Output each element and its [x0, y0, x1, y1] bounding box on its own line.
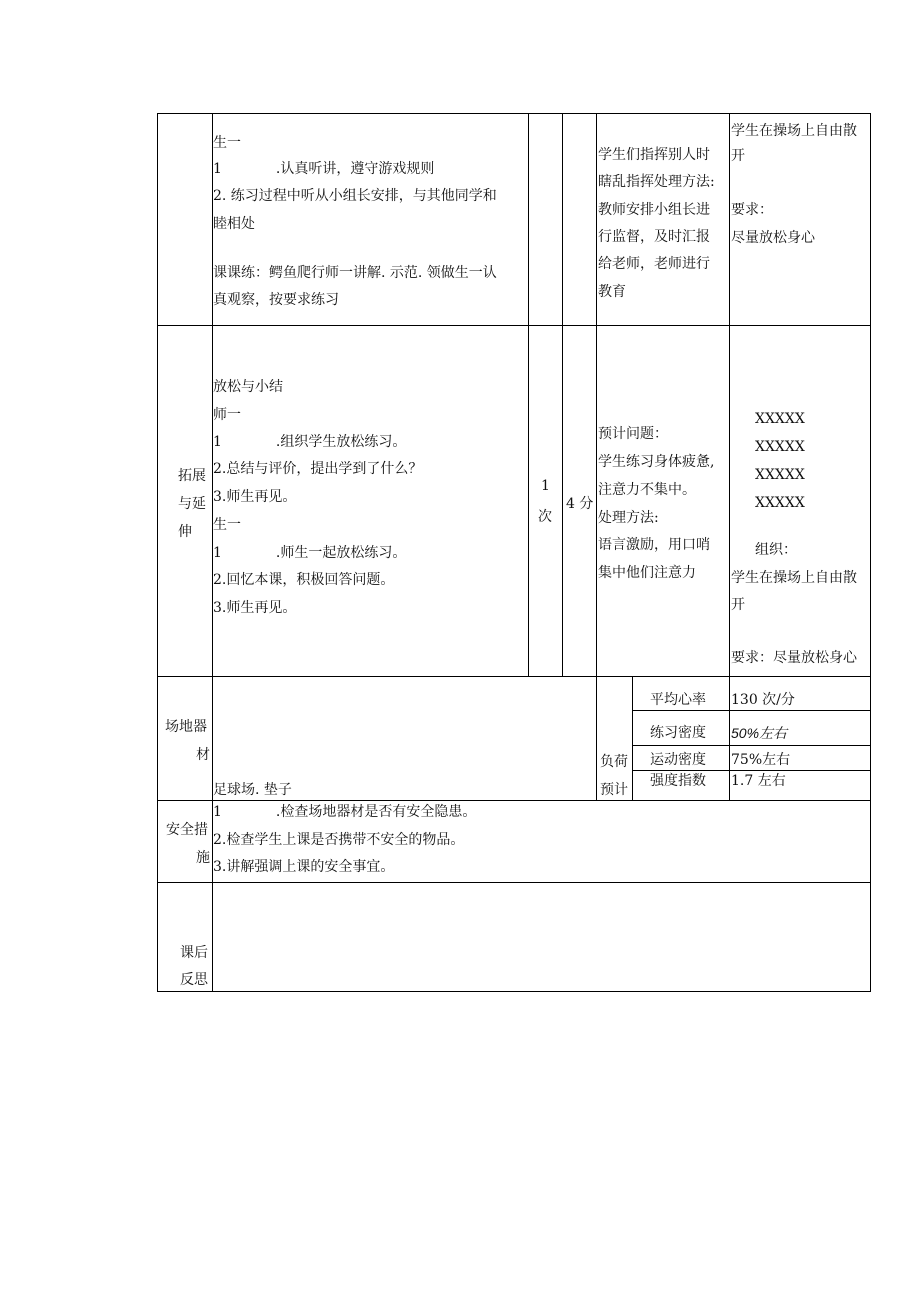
problem-line: 瞎乱指挥处理方法:: [598, 174, 715, 190]
metric-label: 运动密度: [650, 752, 706, 768]
load-label: 负荷: [600, 754, 628, 770]
section-label: 施: [196, 850, 210, 866]
item-text: .组织学生放松练习。: [275, 434, 407, 450]
organization-line: 要求：: [731, 202, 773, 218]
item-number: 1: [213, 545, 222, 561]
table-border-bottom: [157, 991, 871, 992]
organization-line: 学生在操场上自由散: [731, 123, 857, 139]
load-label: 预计: [600, 782, 628, 798]
problem-line: 学生们指挥别人时: [598, 147, 710, 163]
teacher-item: 2.总结与评价，提出学到了什么？: [213, 461, 423, 477]
practice-line: 真观察，按要求练习: [213, 292, 339, 308]
formation-row: XXXXX: [755, 439, 805, 455]
section-label: 反思: [180, 972, 208, 988]
metric-value: 75%左右: [731, 752, 791, 768]
practice-line: 课课练：鳄鱼爬行师一讲解. 示范. 领做生一认: [213, 265, 497, 281]
problem-line: 行监督，及时汇报: [598, 229, 710, 245]
student-label: 生一: [213, 517, 241, 533]
row-divider: [157, 325, 871, 326]
item-number: 1: [213, 434, 222, 450]
table-border-top: [157, 113, 871, 114]
table-border-left: [157, 113, 158, 992]
formation-row: XXXXX: [755, 495, 805, 511]
times-unit: 次: [538, 509, 552, 525]
safety-item: [213, 802, 476, 822]
col-divider: [528, 113, 529, 677]
formation-row: XXXXX: [755, 467, 805, 483]
student-item: [213, 159, 434, 179]
duration-value: 4 分: [566, 496, 594, 512]
problem-line: 学生练习身体疲惫,: [598, 454, 715, 470]
problem-line: 给老师，老师进行: [598, 256, 710, 272]
col-divider: [729, 113, 730, 801]
problem-line: 教育: [598, 284, 626, 300]
student-item: 2.回忆本课，积极回答问题。: [213, 572, 395, 588]
organization-line: 开: [731, 597, 745, 613]
col-divider: [596, 113, 597, 801]
item-text: .认真听讲，遵守游戏规则: [275, 161, 435, 177]
section-label: 伸: [178, 524, 192, 540]
teacher-item: [213, 432, 406, 452]
equipment-value: 足球场. 垫子: [213, 782, 292, 798]
problem-line: 预计问题：: [598, 426, 668, 442]
organization-line: 尽量放松身心: [731, 230, 815, 246]
times-value: 1: [541, 478, 550, 494]
student-item: [213, 543, 406, 563]
metric-divider: [632, 745, 871, 746]
requirement-line: 要求：尽量放松身心: [731, 650, 857, 666]
safety-item: 3.讲解强调上课的安全事宜。: [213, 859, 395, 875]
metric-label: 练习密度: [650, 725, 706, 741]
section-label: 课后: [180, 945, 208, 961]
metric-value: 130 次/分: [731, 692, 795, 708]
row-divider: [157, 882, 871, 883]
col-divider: [632, 676, 633, 801]
section-label: 场地器: [165, 719, 207, 735]
item-number: 1: [213, 161, 222, 177]
teacher-label: 师一: [213, 407, 241, 423]
student-label: 生一: [213, 135, 241, 151]
student-item: 2. 练习过程中听从小组长安排，与其他同学和: [213, 188, 497, 204]
student-item: 3.师生再见。: [213, 600, 297, 616]
student-item: 睦相处: [213, 216, 255, 232]
metric-value: 1.7 左右: [731, 773, 786, 789]
section-title: 放松与小结: [213, 379, 283, 395]
problem-line: 注意力不集中。: [598, 482, 696, 498]
problem-line: 教师安排小组长进: [598, 202, 710, 218]
organization-label: 组织：: [755, 542, 797, 558]
teacher-item: 3.师生再见。: [213, 489, 297, 505]
problem-line: 集中他们注意力: [598, 565, 696, 581]
problem-line: 语言激励，用口哨: [598, 537, 710, 553]
table-border-right: [870, 113, 871, 992]
metric-divider: [632, 710, 871, 711]
col-divider: [562, 113, 563, 677]
formation-row: XXXXX: [755, 411, 805, 427]
row-divider: [157, 676, 871, 677]
safety-item: 2.检查学生上课是否携带不安全的物品。: [213, 832, 465, 848]
section-label: 拓展: [178, 468, 206, 484]
item-text: .师生一起放松练习。: [275, 545, 407, 561]
organization-line: 开: [731, 148, 745, 164]
metric-label: 强度指数: [650, 773, 706, 789]
metric-label: 平均心率: [650, 692, 706, 708]
item-text: .检查场地器材是否有安全隐患。: [275, 804, 477, 820]
section-label: 材: [196, 747, 210, 763]
organization-line: 学生在操场上自由散: [731, 570, 857, 586]
metric-value: 50%左右: [731, 725, 788, 741]
section-label: 安全措: [166, 822, 208, 838]
row-divider: [157, 800, 871, 801]
item-number: 1: [213, 804, 222, 820]
section-label: 与延: [178, 496, 206, 512]
problem-line: 处理方法:: [598, 510, 659, 526]
